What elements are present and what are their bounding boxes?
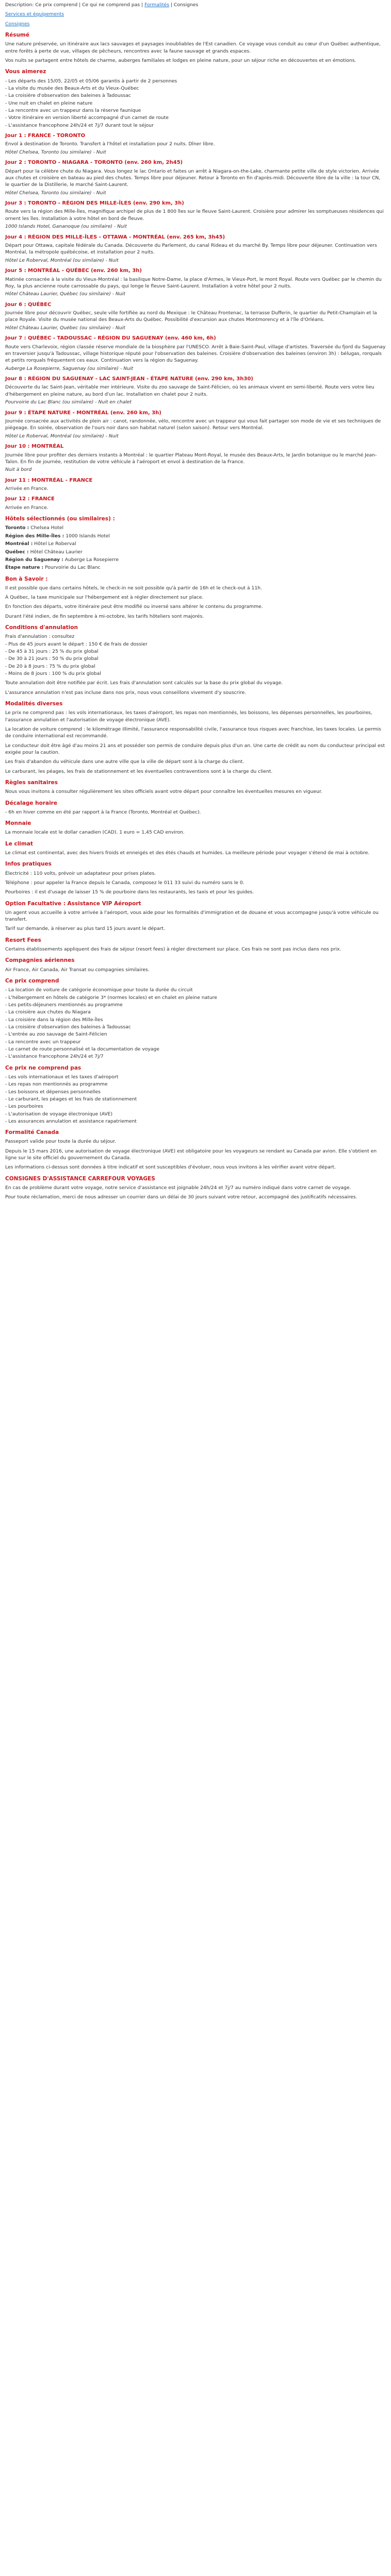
intro-line-3 [5,21,386,27]
list-item: - La croisière dans la région des Mille-Îles [5,1016,103,1023]
consignes-paragraph: Pour toute réclamation, merci de nous adresser un courrier dans un délai de 30 jours suivant votre retour, accompagné des justificatifs nécessaires. [5,1194,357,1200]
hotel-item [5,524,386,531]
day-title: Jour 3 : TORONTO - RÉGION DES MILLE-ÎLES (env. 290 km, 3h) [5,200,184,206]
day-hotel: Nuit à bord [5,467,32,473]
list-item: - Le carnet de route personnalisé et la documentation de voyage [5,1046,159,1052]
formalites-paragraph: Passeport valide pour toute la durée du séjour. [5,1139,116,1145]
list-item: - L'entrée au zoo sauvage de Saint-Félicien [5,1031,107,1038]
day-hotel: Hôtel Chelsea, Toronto (ou similaire) - Nuit [5,190,106,196]
hotel-item [5,533,386,539]
infos-title: Infos pratiques [5,861,52,868]
list-item: - Le carburant, les péages et les frais de stationnement [5,1096,137,1102]
hotel-name: Chelsea Hotel [30,525,64,531]
hotels-list [5,524,386,571]
list-item: - Les petits-déjeuners mentionnés au programme [5,1002,123,1008]
day-title: Jour 12 : FRANCE [5,496,55,502]
day-hotel: Hôtel Château Laurier, Québec (ou similaire) - Nuit [5,291,125,297]
list-item: - De 20 à 8 jours : 75 % du prix global [5,663,95,669]
page [0,0,391,1210]
list-item: - Plus de 45 jours avant le départ : 150 € de frais de dossier [5,641,148,647]
ce-prix-list [5,987,386,1060]
resort-fees-title: Resort Fees [5,937,41,943]
intro-line-2 [5,11,386,18]
hotel-name: 1000 Islands Hotel [66,533,110,539]
day-block [5,335,386,372]
list-item: - L'assistance francophone 24h/24 et 7j/7 [5,1054,104,1060]
day-title: Jour 9 : ÉTAPE NATURE - MONTRÉAL (env. 260 km, 3h) [5,410,161,416]
day-block [5,496,386,511]
formalites-link[interactable]: Formalités [144,2,169,8]
day-block [5,477,386,493]
list-item: - La rencontre avec un trappeur dans la réserve faunique [5,107,141,113]
resort-fees-text: Certains établissements appliquent des frais de séjour (resort fees) à régler directement sur place. Ces frais ne sont pas inclus dans nos prix. [5,946,341,953]
modalites-paragraph: Le conducteur doit être âgé d'au moins 21 ans et posséder son permis de conduire depuis plus d'un an. Une carte de crédit au nom du conducteur principal est exigée pour la caution. [5,742,385,756]
hotel-city: Montréal : [5,541,33,547]
intro-line-1 [5,2,386,8]
list-item: - L'autorisation de voyage électronique (AVE) [5,1111,113,1117]
infos-paragraph: Électricité : 110 volts, prévoir un adaptateur pour prises plates. [5,870,156,876]
resume-paragraph: Une nature préservée, un itinéraire aux lacs sauvages et paysages inoubliables de l'Est canadien. Ce voyage vous conduit au cœur d'un Québec authentique, entre forêts à perte de vue, villages de pêcheurs, rencontres avec la faune sauvage et grands espaces. [5,41,381,54]
infos-paragraph: Pourboires : il est d'usage de laisser 15 % de pourboire dans les restaurants, les taxis et pour les guides. [5,889,254,895]
modalites-paragraph: Le prix ne comprend pas : les vols internationaux, les taxes d'aéroport, les repas non mentionnés, les boissons, les dépenses personnelles, les pourboires, l'assurance annulation et l'autorisation de voyage électronique (AVE). [5,710,372,723]
ce-prix-title: Ce prix comprend [5,977,59,984]
list-item: - Une nuit en chalet en pleine nature [5,100,93,106]
day-title: Jour 6 : QUÉBEC [5,301,52,308]
consignes-link[interactable]: Consignes [5,21,30,27]
regles-title: Règles sanitaires [5,779,58,786]
decalage-title: Décalage horaire [5,800,57,806]
day-title: Jour 11 : MONTRÉAL - FRANCE [5,477,93,483]
ne-comprend-pas-title: Ce prix ne comprend pas [5,1064,82,1071]
hotel-city: Région des Mille-Îles : [5,533,64,539]
climat-title: Le climat [5,840,33,847]
list-item: - La rencontre avec un trappeur [5,1039,81,1045]
day-block [5,132,386,156]
day-block [5,301,386,332]
intro-text: Description: Ce prix comprend | Ce qui ne comprend pas | [5,2,145,8]
conditions-paragraph: L'assurance annulation n'est pas incluse dans nos prix, nous vous conseillons vivement d'y souscrire. [5,689,247,696]
day-text: Départ pour la célèbre chute du Niagara. Vous longez le lac Ontario et faites un arrêt à Niagara-on-the-Lake, charmante petite ville de style victorien. Arrivée aux chutes et croisière en bateau au pied des chutes. Temps libre pour déjeuner. Retour à Toronto en fin d'après-midi. Découverte libre de la ville : la tour CN, le quartier de la Distillerie, le marché Saint-Laurent. [5,168,381,188]
hotel-name: Auberge La Rosepierre [64,556,119,563]
formalites-paragraph: Les informations ci-dessus sont données à titre indicatif et sont susceptibles d'évoluer, nous vous invitons à les vérifier avant votre départ. [5,1164,336,1171]
intro-text-post: | Consignes [169,2,199,8]
resume-paragraph: Vos nuits se partagent entre hôtels de charme, auberges familiales et lodges en pleine nature, pour un séjour riche en découvertes et en émotions. [5,57,356,63]
day-block [5,234,386,264]
day-hotel: Hôtel Le Roberval, Montréal (ou similaire) - Nuit [5,433,119,439]
infos-paragraph: Téléphone : pour appeler la France depuis le Canada, composez le 011 33 suivi du numéro sans le 0. [5,879,245,886]
hotel-item [5,556,386,563]
day-hotel: 1000 Islands Hotel, Gananoque (ou similaire) - Nuit [5,224,127,230]
modalites-paragraph: La location de voiture comprend : le kilométrage illimité, l'assurance responsabilité civile, l'assurance tous risques avec franchise, les taxes locales. Le permis de conduire international est recommandé. [5,726,381,739]
hotel-city: Étape nature : [5,565,44,571]
assistance-title: Option Facultative : Assistance VIP Aéroport [5,900,141,907]
conditions-paragraph: Toute annulation doit être notifiée par écrit. Les frais d'annulation sont calculés sur la base du prix global du voyage. [5,680,283,686]
list-item: - De 30 à 21 jours : 50 % du prix global [5,656,99,662]
day-block [5,443,386,473]
list-item: - Les repas non mentionnés au programme [5,1081,108,1088]
day-hotel: Pourvoirie du Lac Blanc (ou similaire) - Nuit en chalet [5,399,132,405]
day-text: Départ pour Ottawa, capitale fédérale du Canada. Découverte du Parlement, du canal Rideau et du marché By. Temps libre pour déjeuner. Continuation vers Montréal, la métropole québécoise, et installation pour 2 nuits. [5,243,377,256]
list-item: - Les assurances annulation et assistance rapatriement [5,1118,137,1124]
intro-links [5,2,386,27]
decalage-text: - 6h en hiver comme en été par rapport à la France (Toronto, Montréal et Québec). [5,809,201,815]
list-item: - Les départs des 15/05, 22/05 et 05/06 garantis à partir de 2 personnes [5,78,177,84]
day-text: Journée consacrée aux activités de plein air : canot, randonnée, vélo, rencontre avec un trappeur qui vous fait partager son mode de vie et ses techniques de piégeage. En soirée, observation de l'ours noir dans son habitat naturel (selon saison). Retour vers Montréal. [5,418,381,431]
vous-aimerez-title: Vous aimerez [5,69,46,75]
list-item: - Les pourboires [5,1104,43,1110]
regles-text: Nous vous invitons à consulter régulièrement les sites officiels avant votre départ pour connaître les éventuelles mesures en vigueur. [5,789,322,795]
day-hotel: Hôtel Le Roberval, Montréal (ou similaire) - Nuit [5,257,119,263]
assistance-paragraph: Tarif sur demande, à réserver au plus tard 15 jours avant le départ. [5,926,165,932]
formalites-paragraph: Depuis le 15 mars 2016, une autorisation de voyage électronique (AVE) est obligatoire pour les voyageurs se rendant au Canada par avion. Elle s'obtient en ligne sur le site officiel du gouvernement du Canada. [5,1148,377,1161]
day-title: Jour 8 : RÉGION DU SAGUENAY - LAC SAINT-JEAN - ÉTAPE NATURE (env. 290 km, 3h30) [5,376,253,382]
consignes-paragraph: En cas de problème durant votre voyage, notre service d'assistance est joignable 24h/24 et 7j/7 au numéro indiqué dans votre carnet de voyage. [5,1185,351,1191]
conditions-title: Conditions d'annulation [5,624,78,631]
day-hotel: Hôtel Château Laurier, Québec (ou similaire) - Nuit [5,325,125,331]
list-item: - Votre itinéraire en version liberté accompagné d'un carnet de route [5,115,169,121]
assistance-paragraph: Un agent vous accueille à votre arrivée à l'aéroport, vous aide pour les formalités d'immigration et de douane et vous accompagne jusqu'à votre véhicule ou transfert. [5,909,379,923]
list-item: - De 45 à 31 jours : 25 % du prix global [5,649,99,655]
day-text: Arrivée en France. [5,486,48,492]
day-block [5,267,386,298]
compagnies-text: Air France, Air Canada, Air Transat ou compagnies similaires. [5,967,150,973]
itinerary [5,132,386,511]
hotel-item [5,540,386,547]
day-block [5,159,386,196]
bon-a-savoir-paragraph: À Québec, la taxe municipale sur l'hébergement est à régler directement sur place. [5,595,204,601]
day-block [5,200,386,230]
climat-text: Le climat est continental, avec des hivers froids et enneigés et des étés chauds et humides. La meilleure période pour voyager s'étend de mai à octobre. [5,850,370,856]
bon-a-savoir-title: Bon à Savoir : [5,575,48,582]
resume-title: Résumé [5,32,29,39]
day-text: Route vers Charlevoix, région classée réserve mondiale de la biosphère par l'UNESCO. Arrêt à Baie-Saint-Paul, village d'artistes. Traversée du fjord du Saguenay en traversier jusqu'à Tadoussac, village historique réputé pour l'observation des baleines. Croisière d'observation des baleines (environ 3h) : bélugas, rorquals et petits rorquals fréquentent ces eaux. Continuation vers la région du Saguenay. [5,344,386,364]
day-text: Découverte du lac Saint-Jean, véritable mer intérieure. Visite du zoo sauvage de Saint-Félicien, où les animaux vivent en semi-liberté. Route vers votre lieu d'hébergement en pleine nature, au bord d'un lac. Installation en chalet pour 2 nuits. [5,384,374,397]
monnaie-title: Monnaie [5,820,31,827]
ne-comprend-pas-list [5,1074,386,1125]
hotel-name: Hôtel Château Laurier [30,549,83,555]
day-hotel: Hôtel Chelsea, Toronto (ou similaire) - Nuit [5,149,106,155]
list-item: - La croisière d'observation des baleines à Tadoussac [5,93,131,99]
day-title: Jour 1 : FRANCE - TORONTO [5,132,86,139]
day-text: Envol à destination de Toronto. Transfert à l'hôtel et installation pour 2 nuits. Dîner libre. [5,141,215,147]
list-item: - L'assistance francophone 24h/24 et 7j/7 durant tout le séjour [5,122,154,128]
day-title: Jour 10 : MONTRÉAL [5,444,64,450]
compagnies-title: Compagnies aériennes [5,957,75,964]
day-text: Arrivée en France. [5,504,48,511]
list-item: - Moins de 8 jours : 100 % du prix global [5,671,101,677]
day-title: Jour 2 : TORONTO - NIAGARA - TORONTO (env. 260 km, 2h45) [5,160,183,166]
day-title: Jour 5 : MONTRÉAL - QUÉBEC (env. 260 km, 3h) [5,268,142,274]
list-item: - L'hébergement en hôtels de catégorie 3* (normes locales) et en chalet en pleine nature [5,994,217,1001]
hotel-item [5,549,386,555]
services-link[interactable]: Services et équipements [5,11,64,18]
modalites-paragraph: Le carburant, les péages, les frais de stationnement et les éventuelles contraventions sont à la charge du client. [5,768,273,774]
hotels-title: Hôtels sélectionnés (ou similaires) : [5,516,115,522]
hotel-name: Pourvoirie du Lac Blanc [45,565,101,571]
hotel-city: Région du Saguenay : [5,556,63,563]
day-text: Journée libre pour profiter des derniers instants à Montréal : le quartier Plateau Mont-Royal, le musée des Beaux-Arts, le Jardin botanique ou le marché Jean-Talon. En fin de journée, restitution de votre véhicule à l'aéroport et envol à destination de la France. [5,452,377,465]
day-title: Jour 4 : RÉGION DES MILLE-ÎLES - OTTAWA - MONTRÉAL (env. 265 km, 3h45) [5,234,225,240]
consignes-title: CONSIGNES D'ASSISTANCE CARREFOUR VOYAGES [5,1175,155,1182]
list-item: - Les vols internationaux et les taxes d'aéroport [5,1074,119,1080]
hotel-item [5,564,386,571]
list-item: - La croisière d'observation des baleines à Tadoussac [5,1024,131,1030]
formalites-title: Formalité Canada [5,1129,59,1136]
bon-a-savoir-paragraph: Durant l'été indien, de fin septembre à mi-octobre, les tarifs hôteliers sont majorés. [5,613,204,619]
day-text: Matinée consacrée à la visite du Vieux-Montréal : la basilique Notre-Dame, la place d'Armes, le Vieux-Port, le mont Royal. Route vers Québec par le chemin du Roy, la plus ancienne route carrossable du pays, qui longe le fleuve Saint-Laurent. Installation à votre hôtel pour 2 nuits. [5,276,382,289]
day-block [5,376,386,406]
day-text: Journée libre pour découvrir Québec, seule ville fortifiée au nord du Mexique : le Château Frontenac, la terrasse Dufferin, le quartier du Petit-Champlain et la place Royale. Visite du musée national des Beaux-Arts du Québec. Possibilité d'excursion aux chutes Montmorency et à l'île d'Orléans. [5,310,377,323]
list-item: - La visite du musée des Beaux-Arts et du Vieux-Québec [5,85,139,91]
modalites-paragraph: Les frais d'abandon du véhicule dans une autre ville que la ville de départ sont à la charge du client. [5,759,245,765]
conditions-list [5,633,386,677]
hotel-city: Québec : [5,549,29,555]
list-item: - La location de voiture de catégorie économique pour toute la durée du circuit [5,987,193,993]
day-block [5,410,386,440]
hotel-city: Toronto : [5,525,29,531]
day-title: Jour 7 : QUÉBEC - TADOUSSAC - RÉGION DU SAGUENAY (env. 460 km, 6h) [5,335,216,342]
modalites-title: Modalités diverses [5,701,63,707]
list-item: - La croisière aux chutes du Niagara [5,1009,91,1015]
bon-a-savoir-paragraph: Il est possible que dans certains hôtels, le check-in ne soit possible qu'à partir de 16h et le check-out à 11h. [5,585,262,591]
vous-aimerez-list [5,78,386,129]
day-text: Route vers la région des Mille-Îles, magnifique archipel de plus de 1 800 îles sur le fleuve Saint-Laurent. Croisière pour admirer les somptueuses résidences qui ornent les îles. Installation à votre hôtel en bord de fleuve. [5,209,384,222]
hotel-name: Hôtel Le Roberval [34,541,76,547]
bon-a-savoir-paragraph: En fonction des départs, votre itinéraire peut être modifié ou inversé sans altérer le contenu du programme. [5,604,263,610]
list-item: - Les boissons et dépenses personnelles [5,1089,101,1095]
day-hotel: Auberge La Rosepierre, Saguenay (ou similaire) - Nuit [5,365,134,371]
monnaie-text: La monnaie locale est le dollar canadien (CAD). 1 euro = 1,45 CAD environ. [5,829,185,836]
list-item: Frais d'annulation : consultez [5,634,75,640]
